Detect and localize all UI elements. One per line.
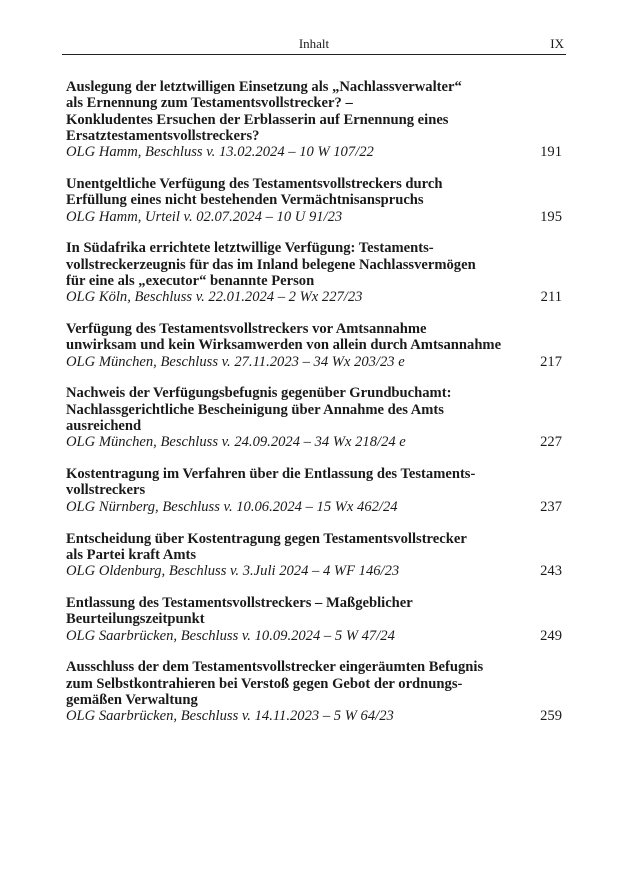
entry-title-line: Unentgeltliche Verfügung des Testamentsvollstreckers durch (66, 175, 443, 192)
toc-entry (66, 595, 562, 644)
entry-source: OLG Hamm, Urteil v. 02.07.2024 – 10 U 91/23 (66, 208, 343, 225)
table-of-contents (66, 79, 562, 740)
entry-title-line: Ersatztestamentsvollstreckers? (66, 127, 260, 144)
entry-page-number: 217 (540, 353, 562, 370)
entry-source: OLG Köln, Beschluss v. 22.01.2024 – 2 Wx 227/23 (66, 289, 363, 306)
toc-entry (66, 176, 562, 225)
entry-title-line: vollstreckers (66, 482, 146, 499)
entry-source: OLG München, Beschluss v. 27.11.2023 – 34 Wx 203/23 e (66, 353, 405, 370)
entry-title-line: Nachlassgerichtliche Bescheinigung über Annahme des Amts (66, 401, 444, 418)
entry-title-line: als Ernennung zum Testamentsvollstrecker? – (66, 95, 353, 112)
toc-entry (66, 659, 562, 724)
toc-entry (66, 321, 562, 370)
entry-title-line: Kostentragung im Verfahren über die Entlassung des Testaments- (66, 466, 476, 483)
entry-page-number: 259 (540, 708, 562, 725)
toc-entry (66, 531, 562, 580)
toc-entry (66, 79, 562, 160)
running-header (62, 36, 566, 55)
entry-title-line: Nachweis der Verfügungsbefugnis gegenüber Grundbuchamt: (66, 385, 452, 402)
entry-page-number: 195 (540, 208, 562, 225)
entry-title-line: In Südafrika errichtete letztwillige Verfügung: Testaments- (66, 240, 434, 257)
header-title: Inhalt (298, 36, 330, 51)
entry-title-line: für eine als „executor“ benannte Person (66, 272, 315, 289)
entry-source: OLG Saarbrücken, Beschluss v. 14.11.2023 – 5 W 64/23 (66, 708, 394, 725)
entry-title-line: Konkludentes Ersuchen der Erblasserin auf Ernennung eines (66, 111, 449, 128)
header-page-number: IX (550, 36, 564, 51)
entry-page-number: 211 (540, 289, 562, 306)
entry-source: OLG Nürnberg, Beschluss v. 10.06.2024 – 15 Wx 462/24 (66, 498, 398, 515)
entry-source: OLG Saarbrücken, Beschluss v. 10.09.2024 – 5 W 47/24 (66, 627, 395, 644)
entry-source: OLG Oldenburg, Beschluss v. 3.Juli 2024 – 4 WF 146/23 (66, 563, 400, 580)
toc-entry (66, 240, 562, 305)
entry-title-line: Auslegung der letztwilligen Einsetzung als „Nachlassverwalter“ (66, 79, 462, 95)
toc-entry (66, 385, 562, 450)
entry-title-line: zum Selbstkontrahieren bei Verstoß gegen Gebot der ordnungs- (66, 675, 463, 692)
entry-page-number: 243 (540, 563, 562, 580)
entry-title-line: ausreichend (66, 418, 142, 435)
entry-title-line: unwirksam und kein Wirksamwerden von allein durch Amtsannahme (66, 337, 502, 354)
toc-entry (66, 466, 562, 515)
entry-title-line: als Partei kraft Amts (66, 546, 197, 563)
entry-page-number: 227 (540, 434, 562, 451)
entry-source: OLG Hamm, Beschluss v. 13.02.2024 – 10 W 107/22 (66, 144, 374, 161)
entry-page-number: 237 (540, 498, 562, 515)
entry-title-line: gemäßen Verwaltung (66, 691, 198, 708)
entry-page-number: 191 (540, 144, 562, 161)
entry-title-line: Ausschluss der dem Testamentsvollstrecker eingeräumten Befugnis (66, 659, 484, 676)
entry-title-line: Entscheidung über Kostentragung gegen Testamentsvollstrecker (66, 530, 467, 547)
entry-title-line: vollstreckerzeugnis für das im Inland belegene Nachlassvermögen (66, 256, 476, 273)
entry-source: OLG München, Beschluss v. 24.09.2024 – 34 Wx 218/24 e (66, 434, 406, 451)
entry-page-number: 249 (540, 627, 562, 644)
entry-title-line: Verfügung des Testamentsvollstreckers vor Amtsannahme (66, 321, 427, 338)
entry-title-line: Erfüllung eines nicht bestehenden Vermächtnisanspruchs (66, 192, 424, 209)
entry-title-line: Beurteilungszeitpunkt (66, 611, 205, 628)
entry-title-line: Entlassung des Testamentsvollstreckers – Maßgeblicher (66, 594, 413, 611)
